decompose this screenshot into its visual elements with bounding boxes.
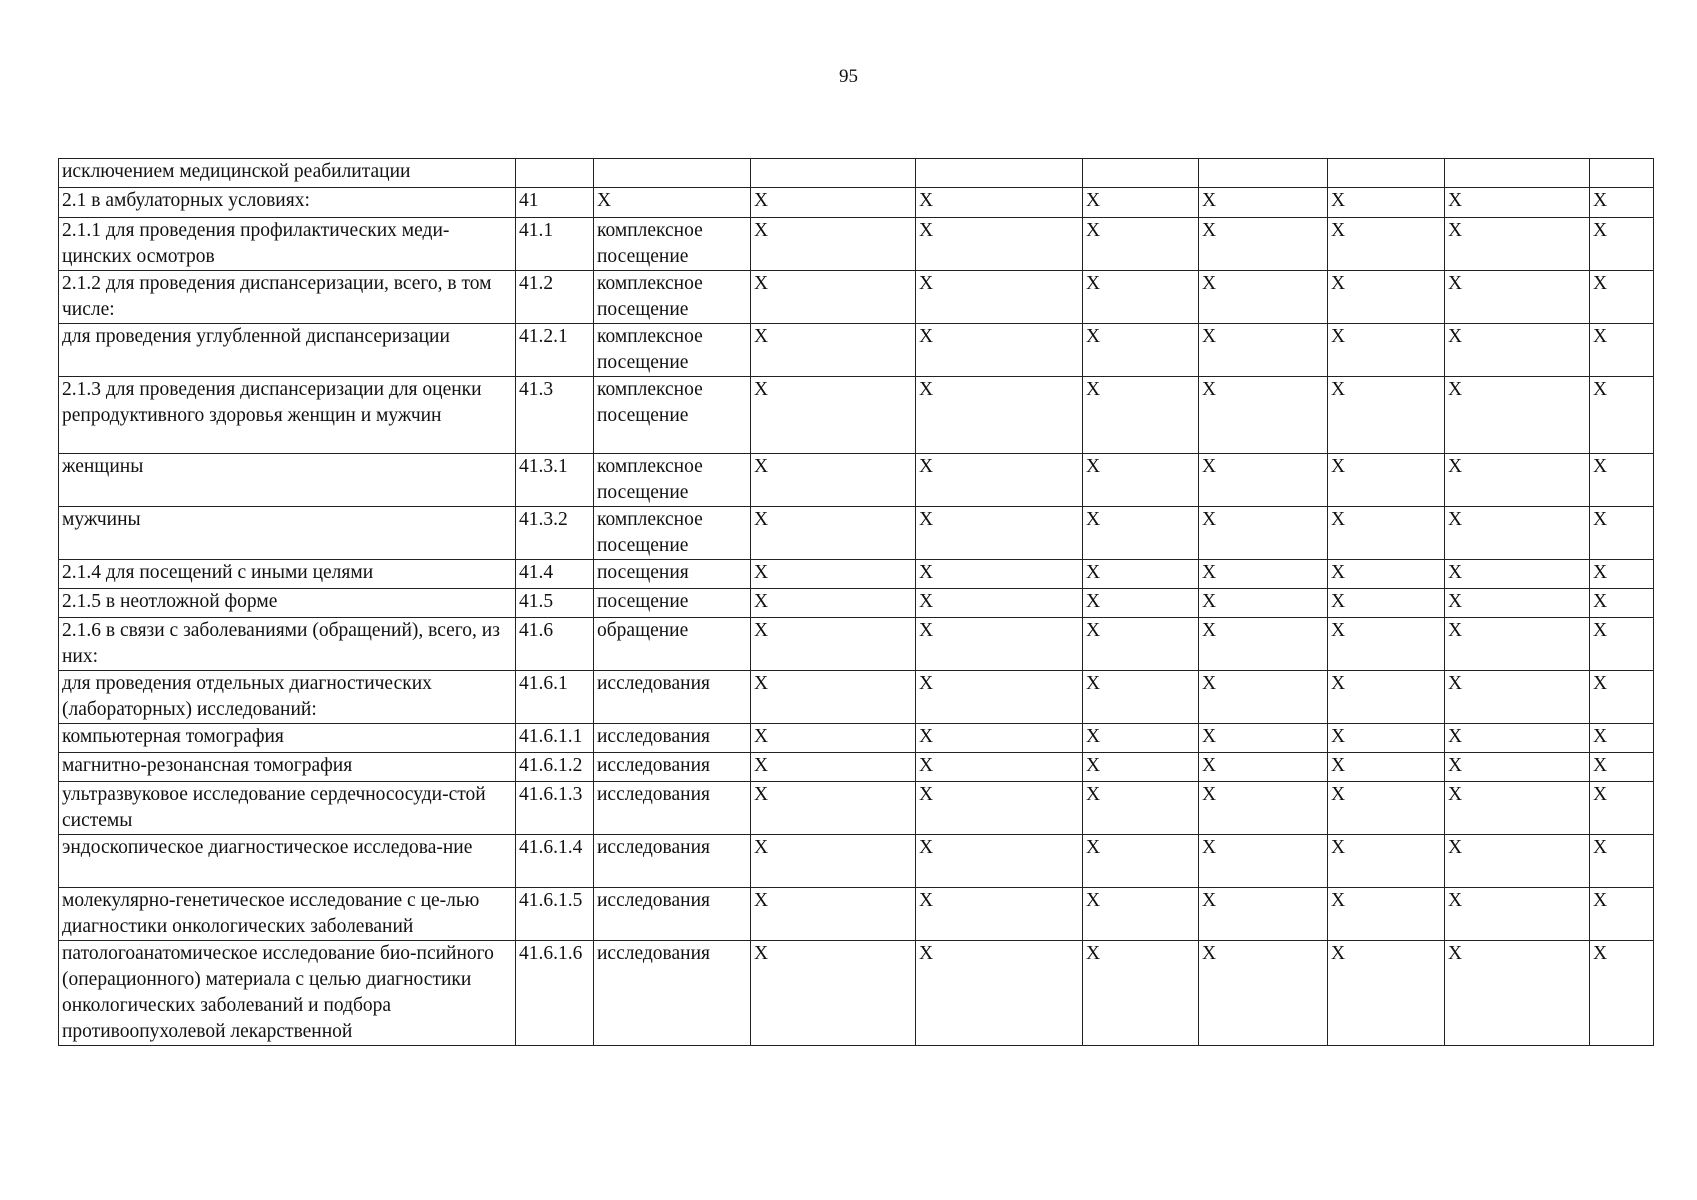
row-number-cell: 41.3: [516, 377, 594, 454]
value-cell: X: [1445, 753, 1590, 782]
row-unit-cell: исследования: [594, 941, 751, 1046]
value-cell: X: [1445, 941, 1590, 1046]
row-number-cell: 41.1: [516, 218, 594, 271]
row-name-cell: 2.1 в амбулаторных условиях:: [59, 188, 516, 218]
value-cell: X: [1083, 271, 1199, 324]
row-number-cell: 41.6.1.4: [516, 835, 594, 888]
value-cell: X: [1328, 218, 1445, 271]
value-cell: X: [1199, 724, 1328, 753]
value-cell: X: [1590, 454, 1654, 507]
value-cell: X: [1328, 560, 1445, 589]
value-cell: X: [751, 218, 916, 271]
value-cell: X: [1590, 724, 1654, 753]
value-cell: X: [751, 324, 916, 377]
value-cell: X: [1083, 724, 1199, 753]
value-cell: X: [1328, 589, 1445, 618]
value-cell: [1328, 159, 1445, 188]
value-cell: X: [1083, 377, 1199, 454]
row-unit-cell: посещения: [594, 560, 751, 589]
value-cell: [916, 159, 1083, 188]
row-name-cell: молекулярно-генетическое исследование с це-лью диагностики онкологических заболеваний: [59, 888, 516, 941]
value-cell: X: [1445, 888, 1590, 941]
value-cell: X: [916, 218, 1083, 271]
value-cell: X: [1199, 218, 1328, 271]
value-cell: X: [1445, 560, 1590, 589]
value-cell: X: [916, 671, 1083, 724]
value-cell: X: [1445, 271, 1590, 324]
value-cell: X: [1328, 782, 1445, 835]
table-row: [59, 724, 1654, 753]
value-cell: X: [1328, 671, 1445, 724]
row-number-cell: 41.3.1: [516, 454, 594, 507]
value-cell: X: [751, 753, 916, 782]
row-number-cell: 41.4: [516, 560, 594, 589]
row-name-cell: мужчины: [59, 507, 516, 560]
value-cell: X: [1590, 271, 1654, 324]
value-cell: [1590, 159, 1654, 188]
value-cell: X: [1590, 835, 1654, 888]
table-row: [59, 218, 1654, 271]
value-cell: X: [916, 324, 1083, 377]
row-name-cell: ультразвуковое исследование сердечнососуди-стой системы: [59, 782, 516, 835]
value-cell: X: [751, 888, 916, 941]
value-cell: X: [916, 724, 1083, 753]
value-cell: X: [1590, 671, 1654, 724]
row-unit-cell: X: [594, 188, 751, 218]
value-cell: X: [1328, 188, 1445, 218]
row-number-cell: 41.6.1.3: [516, 782, 594, 835]
value-cell: X: [1083, 507, 1199, 560]
value-cell: X: [751, 589, 916, 618]
value-cell: X: [1445, 782, 1590, 835]
value-cell: [1083, 159, 1199, 188]
value-cell: X: [916, 507, 1083, 560]
row-unit-cell: комплексное посещение: [594, 271, 751, 324]
row-name-cell: 2.1.5 в неотложной форме: [59, 589, 516, 618]
value-cell: X: [1445, 835, 1590, 888]
value-cell: X: [751, 271, 916, 324]
value-cell: X: [1328, 835, 1445, 888]
row-number-cell: 41.5: [516, 589, 594, 618]
value-cell: X: [1445, 724, 1590, 753]
value-cell: X: [1590, 941, 1654, 1046]
value-cell: X: [751, 507, 916, 560]
value-cell: X: [751, 724, 916, 753]
table-row: [59, 835, 1654, 888]
row-unit-cell: [594, 159, 751, 188]
value-cell: [1199, 159, 1328, 188]
value-cell: X: [916, 753, 1083, 782]
value-cell: X: [916, 271, 1083, 324]
value-cell: X: [1199, 589, 1328, 618]
value-cell: X: [1328, 724, 1445, 753]
value-cell: X: [1328, 618, 1445, 671]
row-name-cell: 2.1.1 для проведения профилактических меди-цинских осмотров: [59, 218, 516, 271]
row-number-cell: 41.6.1: [516, 671, 594, 724]
value-cell: X: [751, 454, 916, 507]
table-row: [59, 560, 1654, 589]
row-name-cell: 2.1.6 в связи с заболеваниями (обращений), всего, из них:: [59, 618, 516, 671]
value-cell: [1445, 159, 1590, 188]
value-cell: X: [1328, 454, 1445, 507]
value-cell: X: [1083, 454, 1199, 507]
value-cell: X: [1199, 188, 1328, 218]
value-cell: X: [1199, 888, 1328, 941]
table-row: [59, 888, 1654, 941]
row-name-cell: для проведения отдельных диагностических (лабораторных) исследований:: [59, 671, 516, 724]
value-cell: X: [1590, 560, 1654, 589]
value-cell: X: [1328, 324, 1445, 377]
value-cell: X: [1199, 560, 1328, 589]
value-cell: X: [1590, 507, 1654, 560]
value-cell: X: [1083, 782, 1199, 835]
value-cell: [751, 159, 916, 188]
value-cell: X: [1083, 753, 1199, 782]
table-row: [59, 618, 1654, 671]
row-unit-cell: исследования: [594, 671, 751, 724]
value-cell: X: [751, 188, 916, 218]
row-unit-cell: исследования: [594, 782, 751, 835]
row-unit-cell: комплексное посещение: [594, 377, 751, 454]
value-cell: X: [1590, 589, 1654, 618]
value-cell: X: [1590, 377, 1654, 454]
value-cell: X: [1199, 941, 1328, 1046]
row-unit-cell: исследования: [594, 724, 751, 753]
row-unit-cell: комплексное посещение: [594, 507, 751, 560]
value-cell: X: [1083, 188, 1199, 218]
row-name-cell: 2.1.3 для проведения диспансеризации для оценки репродуктивного здоровья женщин и мужчин: [59, 377, 516, 454]
value-cell: X: [916, 454, 1083, 507]
row-unit-cell: исследования: [594, 753, 751, 782]
value-cell: X: [1590, 218, 1654, 271]
value-cell: X: [1590, 782, 1654, 835]
row-name-cell: 2.1.4 для посещений с иными целями: [59, 560, 516, 589]
row-name-cell: патологоанатомическое исследование био-псийного (операционного) материала с целью диагностики онкологических заболеваний и подбора противоопухолевой лекарственной: [59, 941, 516, 1046]
table-row: [59, 324, 1654, 377]
value-cell: X: [1083, 618, 1199, 671]
value-cell: X: [1445, 324, 1590, 377]
row-number-cell: 41.2.1: [516, 324, 594, 377]
table-body: [59, 159, 1654, 1046]
row-number-cell: [516, 159, 594, 188]
value-cell: X: [916, 377, 1083, 454]
value-cell: X: [1199, 377, 1328, 454]
value-cell: X: [916, 888, 1083, 941]
value-cell: X: [1445, 188, 1590, 218]
value-cell: X: [1445, 454, 1590, 507]
value-cell: X: [916, 188, 1083, 218]
value-cell: X: [1083, 560, 1199, 589]
page-number: 95: [839, 66, 858, 87]
row-unit-cell: исследования: [594, 888, 751, 941]
value-cell: X: [916, 782, 1083, 835]
row-name-cell: 2.1.2 для проведения диспансеризации, всего, в том числе:: [59, 271, 516, 324]
table-row: [59, 589, 1654, 618]
row-number-cell: 41.6: [516, 618, 594, 671]
row-unit-cell: исследования: [594, 835, 751, 888]
value-cell: X: [751, 835, 916, 888]
row-number-cell: 41.3.2: [516, 507, 594, 560]
value-cell: X: [1328, 941, 1445, 1046]
value-cell: X: [1328, 377, 1445, 454]
table-row: [59, 159, 1654, 188]
value-cell: X: [916, 560, 1083, 589]
value-cell: X: [916, 941, 1083, 1046]
value-cell: X: [1445, 218, 1590, 271]
data-table: [58, 158, 1654, 1046]
value-cell: X: [1590, 618, 1654, 671]
value-cell: X: [1199, 618, 1328, 671]
value-cell: X: [1445, 377, 1590, 454]
row-number-cell: 41.6.1.2: [516, 753, 594, 782]
row-unit-cell: комплексное посещение: [594, 218, 751, 271]
value-cell: X: [751, 941, 916, 1046]
value-cell: X: [1199, 782, 1328, 835]
row-name-cell: для проведения углубленной диспансеризации: [59, 324, 516, 377]
value-cell: X: [1199, 454, 1328, 507]
table-row: [59, 271, 1654, 324]
row-name-cell: исключением медицинской реабилитации: [59, 159, 516, 188]
row-number-cell: 41.6.1.1: [516, 724, 594, 753]
table-row: [59, 377, 1654, 454]
table-row: [59, 507, 1654, 560]
value-cell: X: [1445, 589, 1590, 618]
value-cell: X: [1083, 941, 1199, 1046]
table-row: [59, 782, 1654, 835]
value-cell: X: [751, 377, 916, 454]
value-cell: X: [1083, 324, 1199, 377]
value-cell: X: [1083, 218, 1199, 271]
value-cell: X: [1083, 589, 1199, 618]
value-cell: X: [1445, 671, 1590, 724]
table-row: [59, 671, 1654, 724]
value-cell: X: [1590, 188, 1654, 218]
value-cell: X: [1199, 324, 1328, 377]
value-cell: X: [1328, 271, 1445, 324]
value-cell: X: [751, 671, 916, 724]
row-name-cell: эндоскопическое диагностическое исследова-ние: [59, 835, 516, 888]
table-row: [59, 188, 1654, 218]
value-cell: X: [1199, 753, 1328, 782]
value-cell: X: [1445, 507, 1590, 560]
row-unit-cell: комплексное посещение: [594, 324, 751, 377]
row-unit-cell: обращение: [594, 618, 751, 671]
value-cell: X: [751, 618, 916, 671]
value-cell: X: [916, 589, 1083, 618]
value-cell: X: [1199, 835, 1328, 888]
value-cell: X: [1445, 618, 1590, 671]
value-cell: X: [1328, 753, 1445, 782]
value-cell: X: [1083, 888, 1199, 941]
row-unit-cell: посещение: [594, 589, 751, 618]
value-cell: X: [1199, 671, 1328, 724]
table-row: [59, 941, 1654, 1046]
table-row: [59, 753, 1654, 782]
table-row: [59, 454, 1654, 507]
value-cell: X: [751, 560, 916, 589]
row-unit-cell: комплексное посещение: [594, 454, 751, 507]
row-name-cell: женщины: [59, 454, 516, 507]
value-cell: X: [1590, 324, 1654, 377]
value-cell: X: [1328, 888, 1445, 941]
value-cell: X: [1083, 835, 1199, 888]
row-number-cell: 41: [516, 188, 594, 218]
row-number-cell: 41.6.1.5: [516, 888, 594, 941]
value-cell: X: [1590, 753, 1654, 782]
value-cell: X: [1199, 507, 1328, 560]
row-name-cell: магнитно-резонансная томография: [59, 753, 516, 782]
value-cell: X: [1590, 888, 1654, 941]
row-number-cell: 41.6.1.6: [516, 941, 594, 1046]
value-cell: X: [1083, 671, 1199, 724]
value-cell: X: [1199, 271, 1328, 324]
value-cell: X: [1328, 507, 1445, 560]
value-cell: X: [916, 618, 1083, 671]
value-cell: X: [751, 782, 916, 835]
row-name-cell: компьютерная томография: [59, 724, 516, 753]
row-number-cell: 41.2: [516, 271, 594, 324]
value-cell: X: [916, 835, 1083, 888]
